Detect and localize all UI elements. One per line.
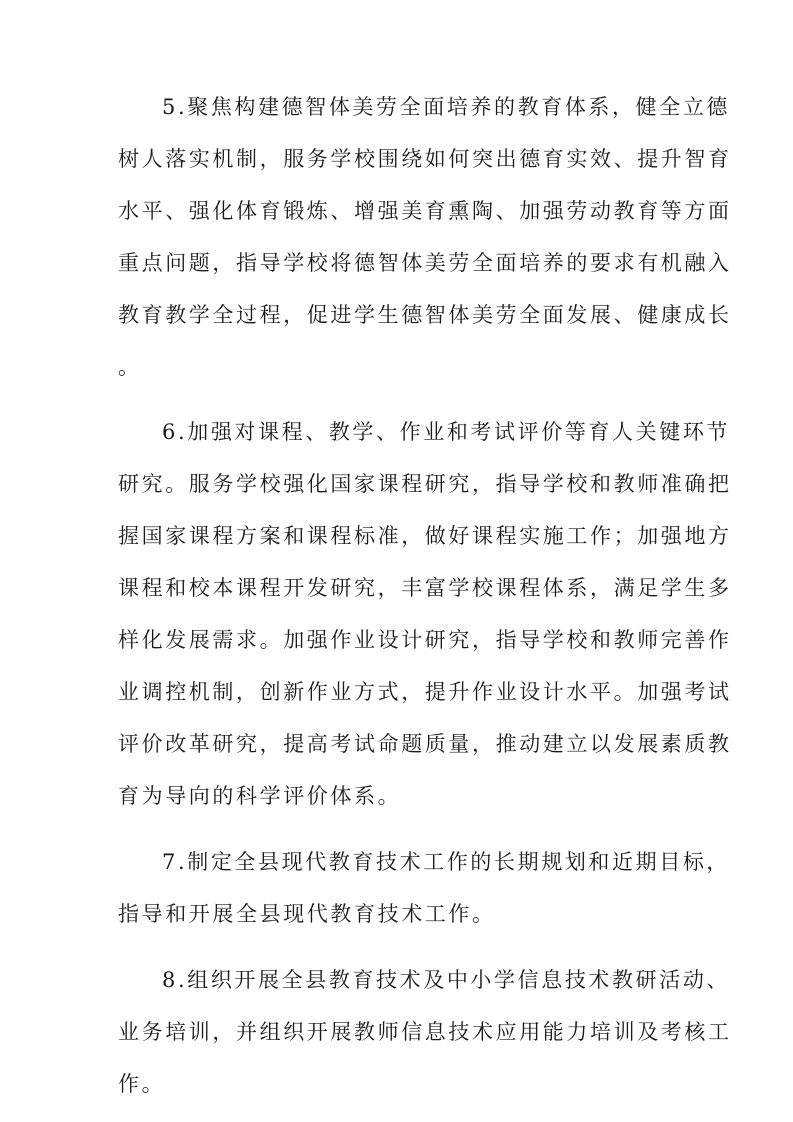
paragraph-line: 课程和校本课程开发研究，丰富学校课程体系，满足学生多 [118,576,732,600]
paragraph-line: 5.聚焦构建德智体美劳全面培养的教育体系，健全立德 [162,95,731,119]
paragraph-line: 7.制定全县现代教育技术工作的长期规划和近期目标， [162,850,731,874]
paragraph-line: 8.组织开展全县教育技术及中小学信息技术教研活动、 [162,968,731,992]
paragraph-line: 。 [118,355,142,379]
paragraph-line: 业调控机制，创新作业方式，提升作业设计水平。加强考试 [118,680,732,704]
paragraph-line: 样化发展需求。加强作业设计研究，指导学校和教师完善作 [118,628,732,652]
paragraph-line: 业务培训，并组织开展教师信息技术应用能力培训及考核工 [118,1020,732,1044]
paragraph-line: 育为导向的科学评价体系。 [118,784,402,808]
paragraph-line: 研究。服务学校强化国家课程研究，指导学校和教师准确把 [118,472,732,496]
paragraph-line: 6.加强对课程、教学、作业和考试评价等育人关键环节 [162,420,731,444]
paragraph-line: 重点问题，指导学校将德智体美劳全面培养的要求有机融入 [118,251,732,275]
paragraph-line: 指导和开展全县现代教育技术工作。 [118,902,496,926]
paragraph-line: 评价改革研究，提高考试命题质量，推动建立以发展素质教 [118,732,732,756]
paragraph-line: 教育教学全过程，促进学生德智体美劳全面发展、健康成长 [118,303,732,327]
paragraph-line: 作。 [118,1072,166,1096]
paragraph-line: 树人落实机制，服务学校围绕如何突出德育实效、提升智育 [118,147,732,171]
paragraph-line: 水平、强化体育锻炼、增强美育熏陶、加强劳动教育等方面 [118,199,732,223]
paragraph-line: 握国家课程方案和课程标准，做好课程实施工作；加强地方 [118,524,732,548]
